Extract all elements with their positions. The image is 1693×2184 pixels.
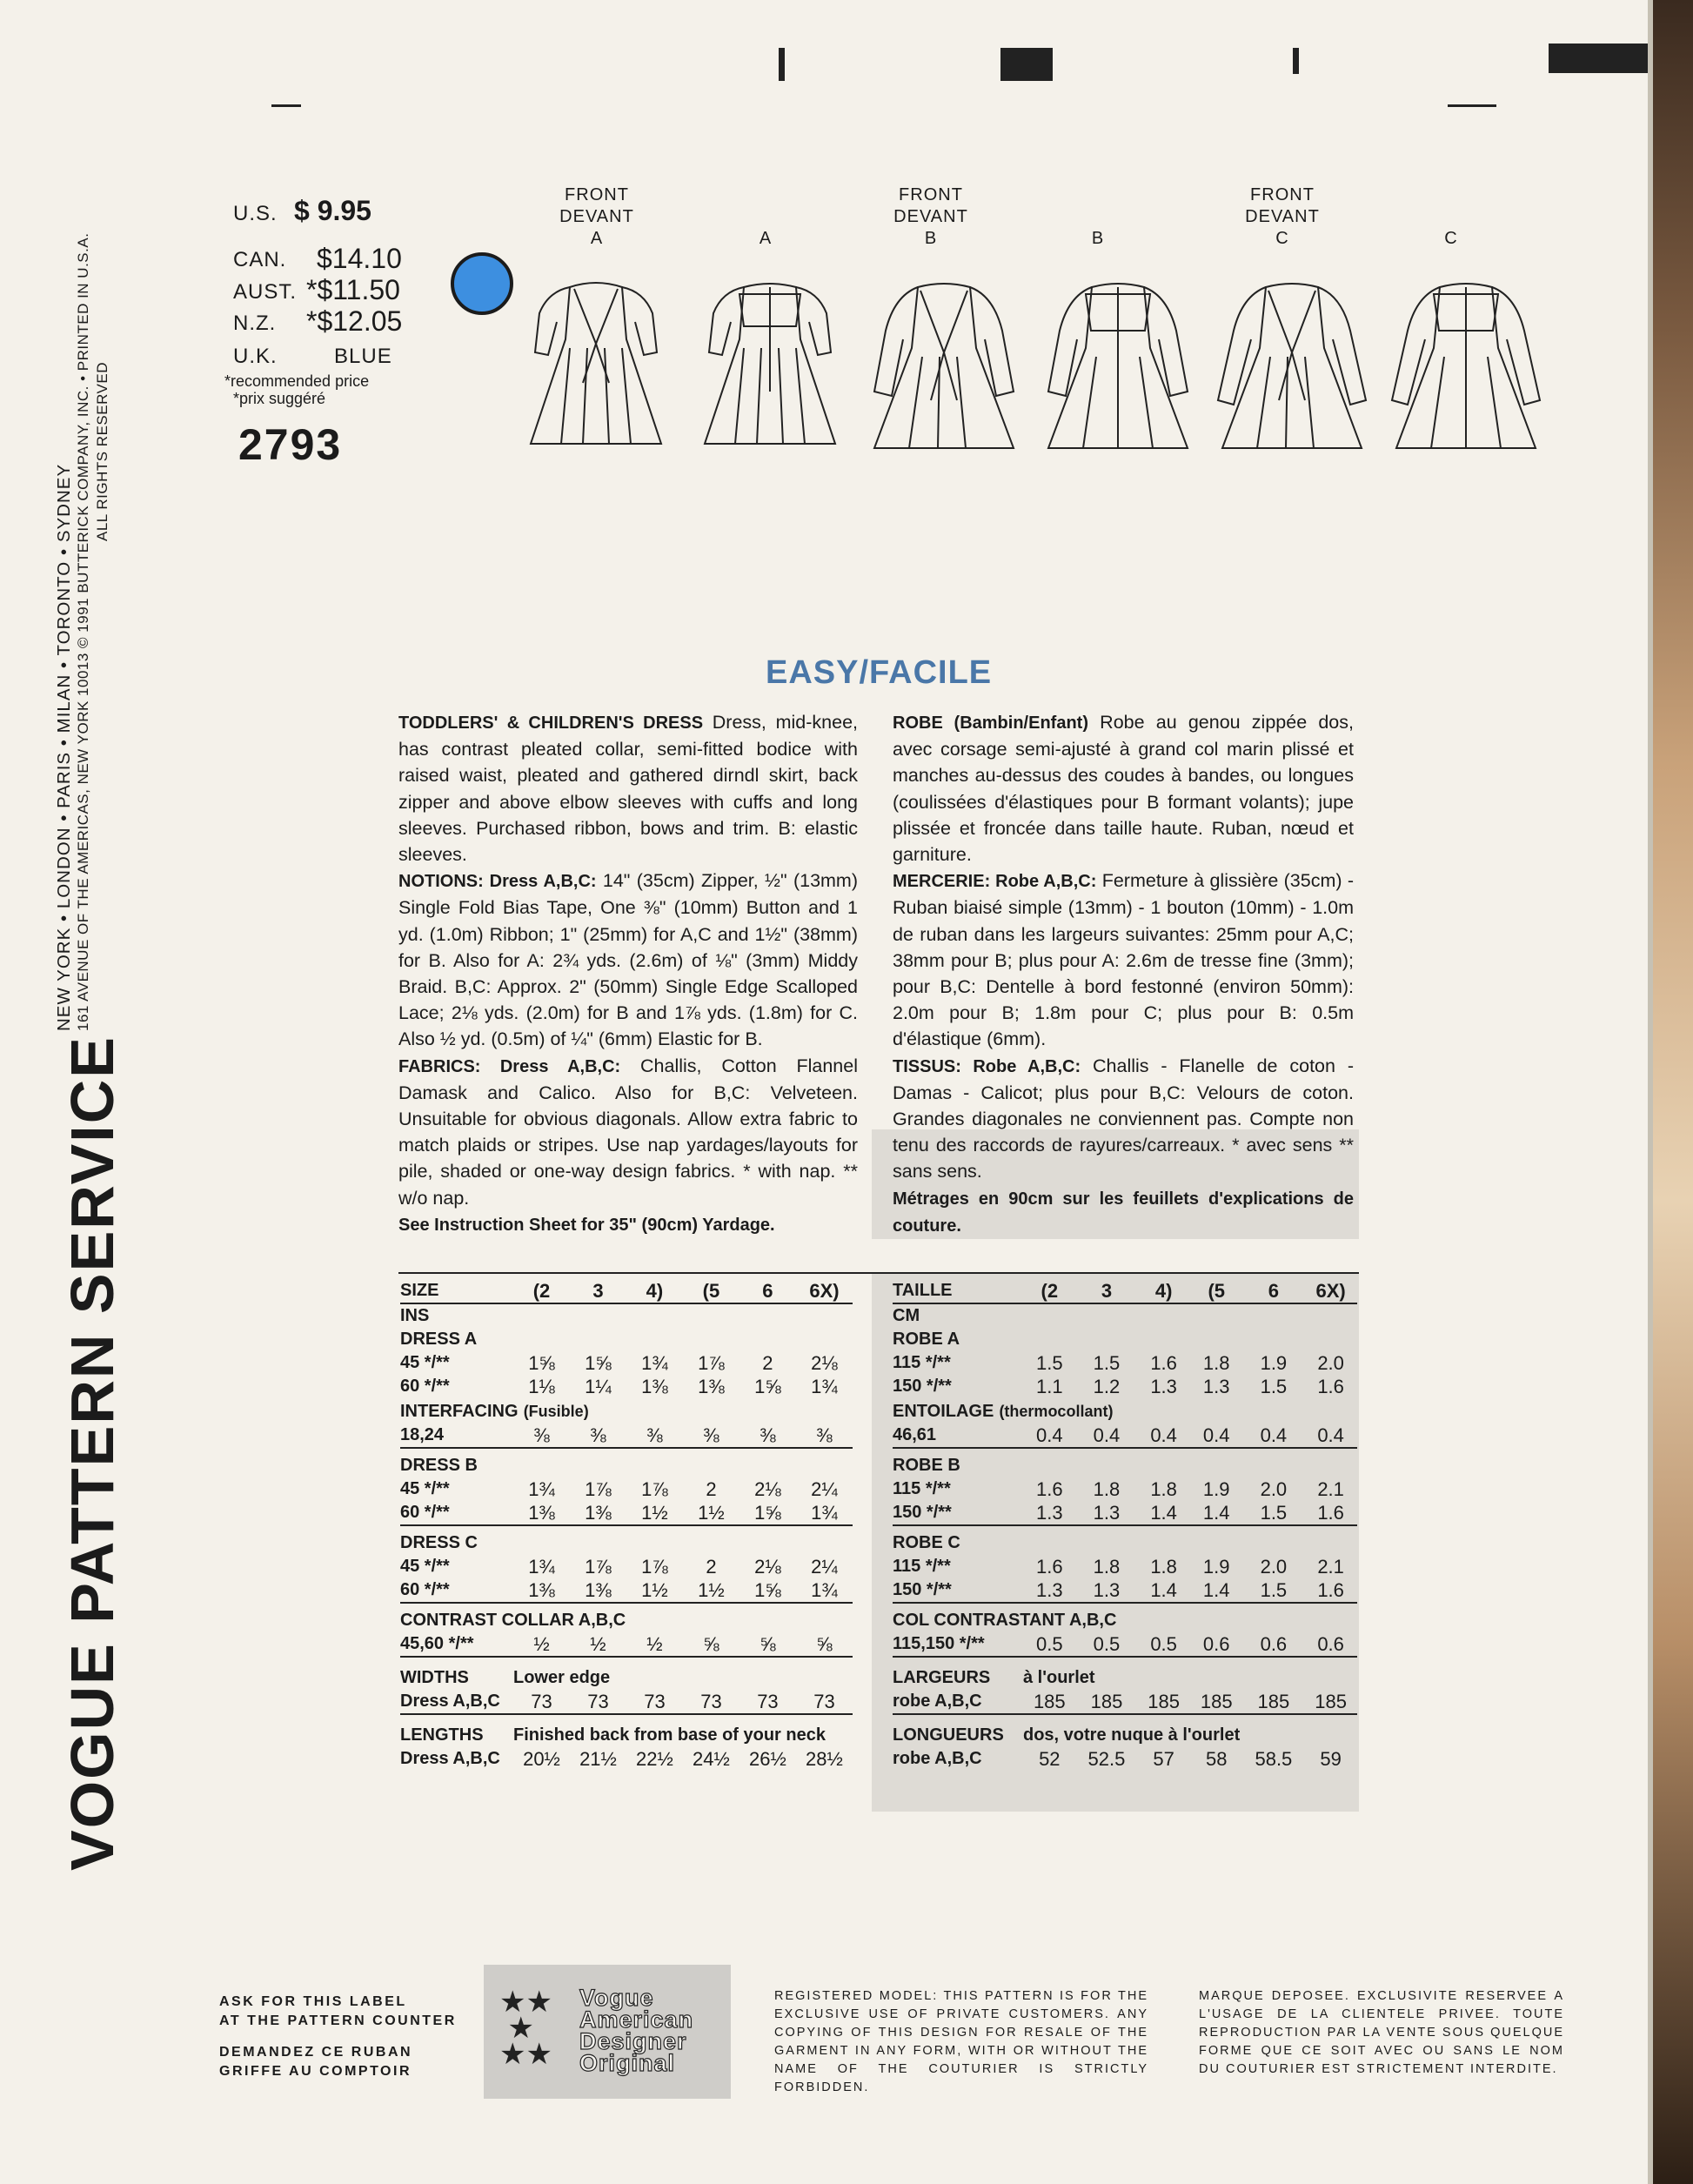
dress-c-back-sketch	[1392, 284, 1540, 448]
registration-mark	[1293, 48, 1299, 74]
brand-vertical: VOGUE PATTERN SERVICE	[58, 1035, 126, 1871]
registration-mark	[1448, 104, 1496, 107]
difficulty-heading: EASY/FACILE	[766, 654, 993, 691]
table-header-row: SIZE (2 3 4) (5 6 6X)	[400, 1279, 853, 1303]
dress-b-front-sketch	[874, 284, 1014, 448]
price-can-label: CAN.	[233, 248, 287, 271]
suggested-note: *prix suggéré	[233, 390, 326, 407]
dress-a-back-sketch	[705, 284, 835, 444]
table-row: Dress A,B,C 20½ 21½ 22½ 24½ 26½ 28½	[400, 1748, 843, 1770]
price-us-label: U.S.	[233, 202, 278, 225]
table-row: 115 */** 1.6 1.8 1.8 1.9 2.0 2.1	[893, 1478, 1344, 1500]
table-row: 150 */** 1.1 1.2 1.3 1.3 1.5 1.6	[893, 1376, 1344, 1397]
table-row: 60 */** 1⅜ 1⅜ 1½ 1½ 1⅝ 1¾	[400, 1579, 838, 1601]
designer-label-text: Vogue American Designer Original	[579, 1985, 694, 2076]
legal-english: REGISTERED MODEL: THIS PATTERN IS FOR THE EXCLUSIVE USE OF PRIVATE CUSTOMERS. ANY COPYING OF THIS DESIGN FOR RESALE OF THE GARMENT IN ANY FORM, WITH OR WITHOUT THE NAME OF THE COUTURIER IS STRICTLY FORBIDDEN.	[774, 1989, 1148, 2094]
sketch-label-back-c: C	[1444, 229, 1458, 248]
pattern-number: 2793	[238, 420, 343, 469]
address-vertical: 161 AVENUE OF THE AMERICAS, NEW YORK 10013 © 1991 BUTTERICK COMPANY, INC. • PRINTED IN U.S.A.	[75, 232, 91, 1031]
sketch-label-front-c: FRONT DEVANT C	[1245, 185, 1320, 248]
table-row: 115 */** 1.6 1.8 1.8 1.9 2.0 2.1	[893, 1556, 1344, 1578]
yardage-table-french: TAILLE (2 3 4) (5 6 6X) CM ROBE A 115 */** 1.5 1.5 1.6 1.8 1.9 2.0 150 */** 1.1 1.2 1.3 1.3 1.5 1.6 ENTOILAGE (thermocollant) 46,61 0.4 0.4 0.4 0.4 0.4 0.4 ROBE B 115 */** 1.6 1.8 1.8 1.9 2.0 2.1 150 */** 1.3 1.3 1.4 1.4 1.5 1.6 ROBE C 115 */** 1.6 1.8 1.8 1.9 2.0 2.1 150 */** 1.3 1.3 1.4 1.4 1.5 1.6 COL CONTRASTANT A,B,C 115,150 */** 0.5 0.5 0.5 0.6 0.6 0.6 LARGEURS à l'ourlet robe A,B,C 185 185 185 185 185 185 LONGUEURS dos, votre nuque à l'ourlet robe A,B,C 52 52.5 57 58 58.5 59	[893, 1279, 1357, 1771]
registration-mark	[1000, 48, 1053, 81]
table-row: 115,150 */** 0.5 0.5 0.5 0.6 0.6 0.6	[893, 1633, 1344, 1655]
registration-mark	[1549, 44, 1653, 73]
registration-mark	[271, 104, 301, 107]
table-row: Dress A,B,C 73 73 73 73 73 73	[400, 1691, 835, 1712]
dress-a-front-sketch	[531, 283, 661, 444]
price-uk: BLUE	[334, 345, 392, 368]
rights-vertical: ALL RIGHTS RESERVED	[94, 361, 110, 541]
cities-vertical: NEW YORK • LONDON • PARIS • MILAN • TORONTO • SYDNEY	[54, 463, 74, 1031]
sketch-label-back-a: A	[759, 229, 773, 248]
size-group-dot	[451, 252, 513, 315]
price-nz: *$12.05	[306, 305, 403, 337]
table-header-row: TAILLE (2 3 4) (5 6 6X)	[893, 1279, 1357, 1303]
price-can: $14.10	[317, 243, 402, 274]
table-row: 150 */** 1.3 1.3 1.4 1.4 1.5 1.6	[893, 1502, 1344, 1524]
table-row: 45 */** 1¾ 1⅞ 1⅞ 2 2⅛ 2¼	[400, 1478, 838, 1500]
price-aust-label: AUST.	[233, 280, 298, 304]
dress-b-back-sketch	[1048, 284, 1188, 448]
star-icon: ★★ ★ ★★	[499, 1986, 552, 2071]
sketch-label-back-b: B	[1091, 229, 1105, 248]
legal-french: MARQUE DEPOSEE. EXCLUSIVITE RESERVEE A L'USAGE DE LA CLIENTELE PRIVEE. TOUTE REPRODUCTION PAR LA VENTE SOUS QUELQUE FORME QUE CE SOIT AVEC OU SANS LE NOM DU COUTURIER EST STRICTEMENT INTERDITE.	[1199, 1989, 1564, 2076]
table-row: 60 */** 1⅜ 1⅜ 1½ 1½ 1⅝ 1¾	[400, 1502, 838, 1524]
table-row: 115 */** 1.5 1.5 1.6 1.8 1.9 2.0	[893, 1352, 1344, 1374]
english-description: TODDLERS' & CHILDREN'S DRESS Dress, mid-knee, has contrast pleated collar, semi-fitted bodice with raised waist, pleated and gathered dirndl skirt, back zipper and above elbow sleeves with cuffs and long sleeves. Purchased ribbon, bows and trim. B: elastic sleeves. NOTIONS: Dress A,B,C: 14" (35cm) Zipper, ½" (13mm) Single Fold Bias Tape, One ⅜" (10mm) Button and 1 yd. (1.0m) Ribbon; 1" (25mm) for A,C and 1½" (38mm) for B. Also for A: 2¾ yds. (2.6m) of ⅛" (3mm) Middy Braid. B,C: Approx. 2" (50mm) Single Edge Scalloped Lace; 2⅛ yds. (2.0m) for B and 1⅞ yds. (1.8m) for C. Also ½ yd. (0.5m) of ¼" (6mm) Elastic for B. FABRICS: Dress A,B,C: Challis, Cotton Flannel Damask and Calico. Also for B,C: Velveteen. Unsuitable for obvious diagonals. Allow extra fabric to match plaids or stripes. Use nap yardages/layouts for pile, shaded or one-way design fabrics. * with nap. ** w/o nap. See Instruction Sheet for 35" (90cm) Yardage.	[398, 712, 859, 1235]
price-uk-label: U.K.	[233, 345, 278, 368]
dress-sketches	[522, 261, 1549, 461]
table-row: 150 */** 1.3 1.3 1.4 1.4 1.5 1.6	[893, 1579, 1344, 1601]
table-row: 45 */** 1⅝ 1⅝ 1¾ 1⅞ 2 2⅛	[400, 1352, 838, 1374]
table-row: robe A,B,C 185 185 185 185 185 185	[893, 1691, 1347, 1712]
recommended-note: *recommended price	[224, 372, 370, 390]
yardage-table-english: SIZE (2 3 4) (5 6 6X) INS DRESS A 45 */** 1⅝ 1⅝ 1¾ 1⅞ 2 2⅛ 60 */** 1⅛ 1¼ 1⅜ 1⅜ 1⅝ 1¾ INTERFACING (Fusible) 18,24 ⅜ ⅜ ⅜ ⅜ ⅜ ⅜ DRESS B 45 */** 1¾ 1⅞ 1⅞ 2 2⅛ 2¼ 60 */** 1⅜ 1⅜ 1½ 1½ 1⅝ 1¾ DRESS C 45 */** 1¾ 1⅞ 1⅞ 2 2⅛ 2¼ 60 */** 1⅜ 1⅜ 1½ 1½ 1⅝ 1¾ CONTRAST COLLAR A,B,C 45,60 */** ½ ½ ½ ⅝ ⅝ ⅝ WIDTHS Lower edge Dress A,B,C 73 73 73 73 73 73 LENGTHS Finished back from base of your neck Dress A,B,C 20½ 21½ 22½ 24½ 26½ 28½	[400, 1279, 853, 1771]
price-us: $ 9.95	[294, 195, 371, 226]
sketch-label-front-a: FRONT DEVANT A	[559, 185, 634, 248]
table-row: 46,61 0.4 0.4 0.4 0.4 0.4 0.4	[893, 1424, 1344, 1446]
table-row: 60 */** 1⅛ 1¼ 1⅜ 1⅜ 1⅝ 1¾	[400, 1376, 838, 1397]
ask-label-text: ASK FOR THIS LABEL AT THE PATTERN COUNTER DEMANDEZ CE RUBAN GRIFFE AU COMPTOIR	[219, 1994, 457, 2079]
registration-mark	[779, 48, 785, 81]
table-top-rule	[398, 1272, 1359, 1274]
table-row: robe A,B,C 52 52.5 57 58 58.5 59	[893, 1748, 1342, 1770]
dress-c-front-sketch	[1218, 284, 1366, 448]
price-aust: *$11.50	[306, 274, 400, 305]
price-nz-label: N.Z.	[233, 312, 277, 335]
table-row: 45,60 */** ½ ½ ½ ⅝ ⅝ ⅝	[400, 1633, 833, 1655]
french-description: ROBE (Bambin/Enfant) Robe au genou zippée dos, avec corsage semi-ajusté à grand col marin plissé et manches au-dessus des coudes à bandes, ou longues (coulissées d'élastiques pour B formant volants); jupe plissée et froncée dans taille haute. Ruban, nœud et garniture. MERCERIE: Robe A,B,C: Fermeture à glissière (35cm) - Ruban biaisé simple (13mm) - 1 bouton (10mm) - 1.0m de ruban dans les largeurs suivantes: 25mm pour A,C; 38mm pour B; plus pour A: 2.6m de tresse fine (3mm); pour B,C: Dentelle à bord festonné (environ 50mm): 2.0m pour B; 1.8m pour C; plus pour B: 0.5m d'élastique (6mm). TISSUS: Robe A,B,C: Challis - Flanelle de coton - Damas - Calicot; plus pour B,C: Velours de coton. Grandes diagonales ne conviennent pas. Compte non tenu des raccords de rayures/carreaux. * avec sens ** sans sens. Métrages en 90cm sur les feuillets d'explications de couture.	[893, 712, 1355, 1236]
table-row: 45 */** 1¾ 1⅞ 1⅞ 2 2⅛ 2¼	[400, 1556, 838, 1578]
sketch-label-front-b: FRONT DEVANT B	[893, 185, 968, 248]
designer-label	[484, 1965, 731, 2099]
table-row: 18,24 ⅜ ⅜ ⅜ ⅜ ⅜ ⅜	[400, 1424, 833, 1446]
